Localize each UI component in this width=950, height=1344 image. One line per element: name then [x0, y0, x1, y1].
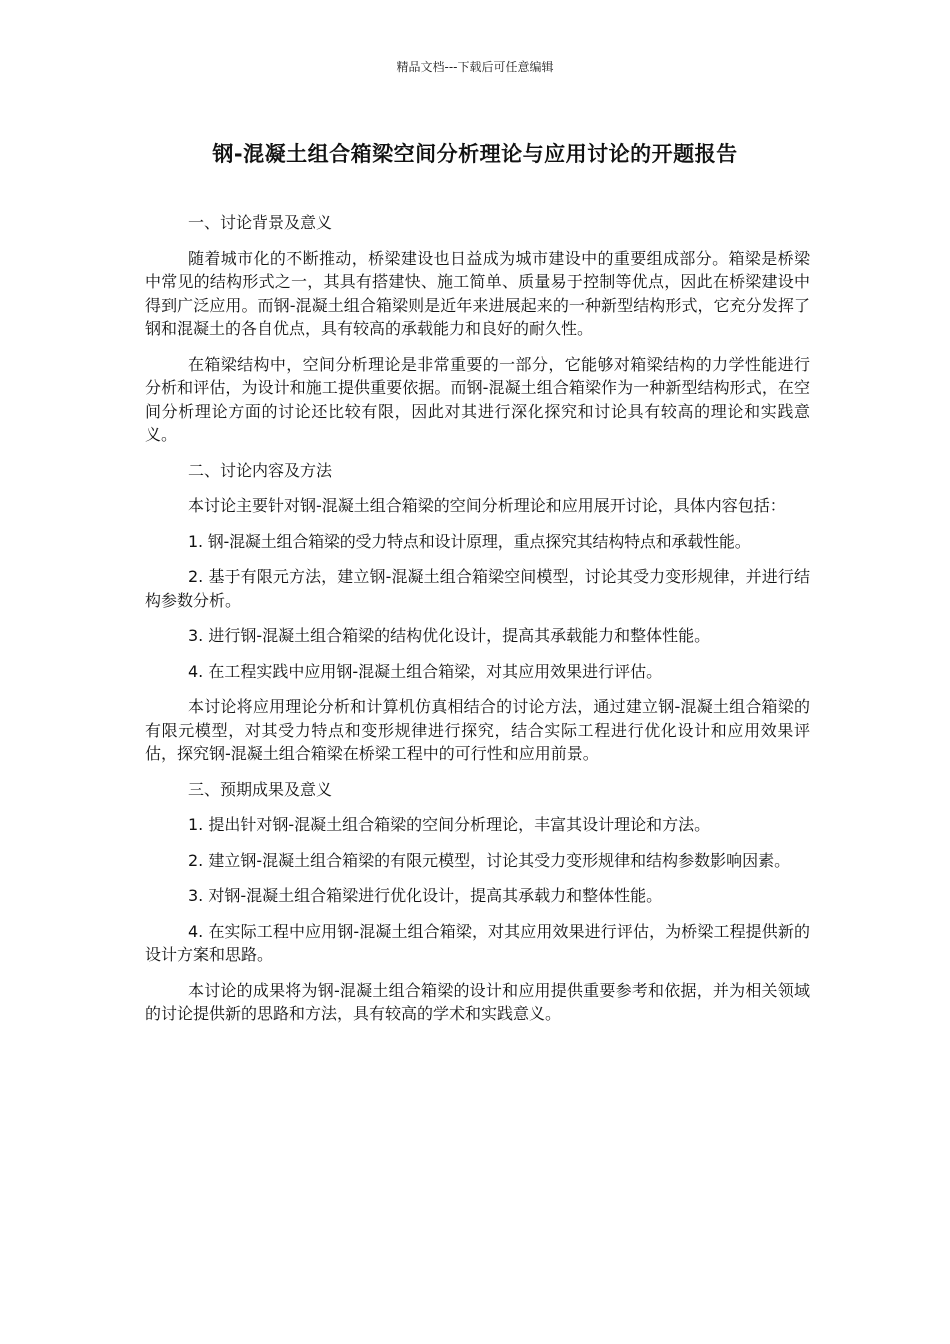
document-title: 钢-混凝土组合箱梁空间分析理论与应用讨论的开题报告: [212, 142, 738, 166]
outcome-list-item-4: 4. 在实际工程中应用钢-混凝土组合箱梁，对其应用效果进行评估，为桥梁工程提供新的设计方案和思路。: [145, 921, 810, 964]
section-heading-background: 一、讨论背景及意义: [188, 213, 333, 232]
section-heading-outcomes: 三、预期成果及意义: [188, 779, 333, 799]
content-list-item-1: 1. 钢-混凝土组合箱梁的受力特点和设计原理，重点探究其结构特点和承载性能。: [188, 531, 751, 551]
paragraph-method: 本讨论将应用理论分析和计算机仿真相结合的讨论方法，通过建立钢-混凝土组合箱梁的有限元模型，对其受力特点和变形规律进行探究，结合实际工程进行优化设计和应用效果评估，探究钢-混凝土组合箱梁在桥梁工程中的可行性和应用前景。: [145, 697, 810, 763]
outcome-list-item-2: 2. 建立钢-混凝土组合箱梁的有限元模型，讨论其受力变形规律和结构参数影响因素。: [188, 850, 791, 870]
paragraph-conclusion: 本讨论的成果将为钢-混凝土组合箱梁的设计和应用提供重要参考和依据，并为相关领域的讨论提供新的思路和方法，具有较高的学术和实践意义。: [145, 980, 810, 1023]
paragraph-content-intro: 本讨论主要针对钢-混凝土组合箱梁的空间分析理论和应用展开讨论，具体内容包括：: [188, 496, 786, 515]
page-header: 精品文档---下载后可任意编辑: [396, 60, 554, 74]
content-list-item-2: 2. 基于有限元方法，建立钢-混凝土组合箱梁空间模型，讨论其受力变形规律，并进行结构参数分析。: [145, 567, 810, 610]
content-list-item-3: 3. 进行钢-混凝土组合箱梁的结构优化设计，提高其承载能力和整体性能。: [188, 626, 711, 645]
paragraph-background-1: 随着城市化的不断推动，桥梁建设也日益成为城市建设中的重要组成部分。箱梁是桥梁中常见的结构形式之一，其具有搭建快、施工简单、质量易于控制等优点，因此在桥梁建设中得到广泛应用。而钢-混凝土组合箱梁则是近年来进展起来的一种新型结构形式，它充分发挥了钢和混凝土的各自优点，具有较高的承载能力和良好的耐久性。: [145, 248, 810, 338]
document-body: [145, 211, 810, 1038]
outcome-list-item-1: 1. 提出针对钢-混凝土组合箱梁的空间分析理论，丰富其设计理论和方法。: [188, 815, 711, 834]
section-heading-content-method: 二、讨论内容及方法: [188, 460, 333, 480]
outcome-list-item-3: 3. 对钢-混凝土组合箱梁进行优化设计，提高其承载力和整体性能。: [188, 886, 663, 905]
content-list-item-4: 4. 在工程实践中应用钢-混凝土组合箱梁，对其应用效果进行评估。: [188, 661, 663, 681]
paragraph-background-2: 在箱梁结构中，空间分析理论是非常重要的一部分，它能够对箱梁结构的力学性能进行分析和评估，为设计和施工提供重要依据。而钢-混凝土组合箱梁作为一种新型结构形式，在空间分析理论方面的讨论还比较有限，因此对其进行深化探究和讨论具有较高的理论和实践意义。: [145, 354, 810, 444]
